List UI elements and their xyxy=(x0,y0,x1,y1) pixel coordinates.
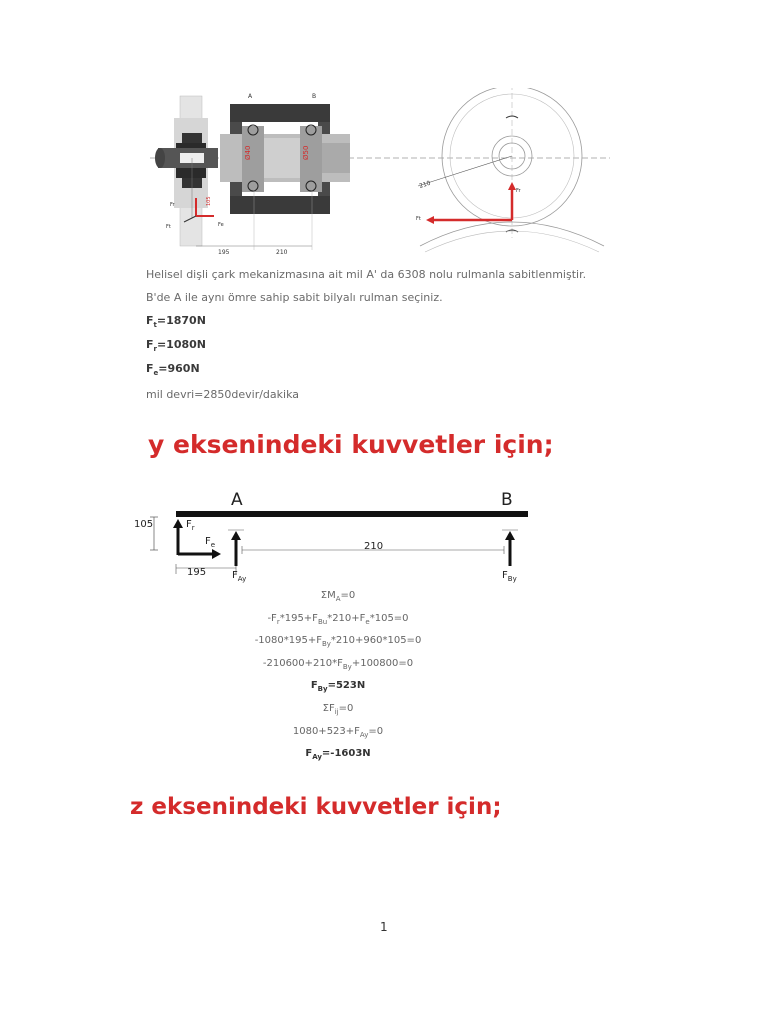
force-ft: $F_t=1870N$ xyxy=(146,314,206,330)
page-number: 1 xyxy=(380,920,388,934)
fig-dim-210: 210 xyxy=(276,249,288,256)
dim-40-label: Ø40 xyxy=(244,145,252,160)
equation-line: $F_{Ay}=-1603N$ xyxy=(305,748,371,762)
equation-line: $-1080*195+F_{By}*210+960*105=0$ xyxy=(254,635,422,649)
diagram-dim-195: 195 xyxy=(187,567,207,578)
assembly-figure xyxy=(150,88,610,260)
fig-ft-label: Ft xyxy=(166,224,171,230)
equation-line: $-F_r*195+F_{Bu}*210+F_e*105=0$ xyxy=(267,612,409,626)
diagram-dim-210: 210 xyxy=(364,541,384,552)
equation-line: $\Sigma M_A=0$ xyxy=(320,590,356,603)
force-fe: $F_e=960N$ xyxy=(146,362,200,378)
diagram-fe: $F_e$ xyxy=(205,536,216,549)
fig-fe-label: Fe xyxy=(218,222,224,228)
bearing-a-label: A xyxy=(248,93,253,100)
diagram-dim-105: 105 xyxy=(134,519,154,530)
equation-line: $\Sigma F_{ij}=0$ xyxy=(322,703,354,716)
gear-ft-label: Ft xyxy=(416,216,421,222)
diagram-label-a: A xyxy=(231,490,243,510)
equation-line: $1080+523+F_{Ay}=0$ xyxy=(292,725,384,739)
problem-line-2: B'de A ile aynı ömre sahip sabit bilyalı rulman seçiniz. xyxy=(146,291,443,304)
dim-50-label: Ø50 xyxy=(302,145,310,160)
dim-105-label: 105 xyxy=(206,196,212,206)
problem-line-1: Helisel dişli çark mekanizmasına ait mil A' da 6308 nolu rulmanla sabitlenmiştir. xyxy=(146,268,587,281)
fig-dim-195: 195 xyxy=(218,249,230,256)
equation-line: $F_{By}=523N$ xyxy=(310,680,366,694)
bearing-b-label: B xyxy=(312,93,317,100)
gear-radius-label: 210 xyxy=(418,179,432,190)
fig-fr-label: Fr xyxy=(170,202,175,208)
diagram-fby: $F_{By}$ xyxy=(502,570,517,583)
shaft-speed: mil devri=2850devir/dakika xyxy=(146,388,299,401)
diagram-label-b: B xyxy=(501,490,513,510)
diagram-fay: $F_{Ay}$ xyxy=(232,570,247,583)
force-fr: $F_r=1080N$ xyxy=(146,338,207,354)
heading-y-axis: y eksenindeki kuvvetler için; xyxy=(148,430,554,459)
gear-fr-label: Fr xyxy=(516,188,521,194)
equation-line: $-210600+210*F_{By}+100800=0$ xyxy=(262,657,414,671)
heading-z-axis: z eksenindeki kuvvetler için; xyxy=(130,794,502,820)
diagram-fr: $F_r$ xyxy=(186,519,195,532)
